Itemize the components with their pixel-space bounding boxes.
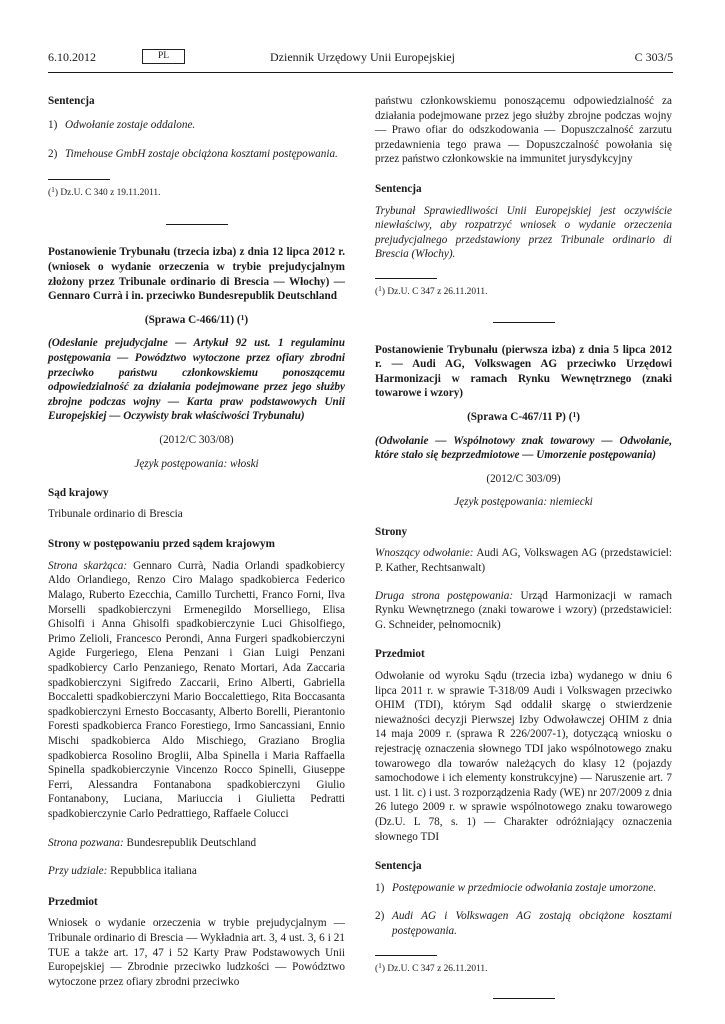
order-title: Postanowienie Trybunału (pierwsza izba) z dnia 5 lipca 2012 r. — Audi AG, Volkswagen AG przeciwko Urzędowi Harmonizacji w ramach Rynku Wewnętrznego (znaki towarowe i wzory) — [375, 343, 672, 400]
applicants-label: Strona skarżąca: — [48, 559, 128, 572]
applicants — [48, 559, 345, 822]
defendant-text: Bundesrepublik Deutschland — [123, 836, 257, 849]
ruling-text: Timehouse GmbH zostaje obciążona kosztami postępowania. — [65, 148, 338, 161]
ruling-item — [48, 147, 345, 162]
oj-reference: (2012/C 303/09) — [486, 472, 561, 485]
procedure-language: Język postępowania: niemiecki — [454, 496, 593, 509]
section-separator — [166, 224, 228, 225]
footnote-mark: 1 — [378, 283, 382, 293]
intervener-text: Repubblica italiana — [107, 865, 197, 878]
intervener — [48, 864, 345, 879]
left-column — [48, 90, 345, 989]
other-party — [375, 589, 672, 633]
procedure-language: Język postępowania: włoski — [134, 457, 259, 470]
language-badge: PL — [142, 49, 185, 64]
ruling-text: Audi AG i Volkswagen AG zostają obciążone kosztami postępowania. — [392, 910, 672, 937]
sentencja-heading: Sentencja — [375, 182, 422, 195]
case-number: (Sprawa C-467/11 P) ($^1$) — [467, 409, 580, 423]
ruling-number: 2) — [375, 910, 385, 923]
footnote-mark: 1 — [51, 184, 55, 194]
subject-text: Wniosek o wydanie orzeczenia w trybie prejudycjalnym — Tribunale ordinario di Brescia — Wykładnia art. 3, 4 ust. 3, 6 i 21 TUE a także art. 17, 47 i 52 Karty Praw Podstawowych Unii Europejskiej — Zbrodnie przeciwko ludzkości — Powództwo wytoczone przez ofiary zbrodni przeciwko — [48, 917, 345, 988]
applicants-text: Gennaro Currà, Nadia Orlandi spadkobiercy Aldo Orlandiego, Renzo Ciro Malago spadkobierca Federico Malago, Ruberto Ezecchia, Camillo Turchetti, Franco Forni, Ilva Morselli spadkobierczyni Ermenegildo Morselliego, Elisa Ghisolfi i Anna Ghisolfi spadkobierczynie Luci Ghisolfiego, Primo Zelioli, Francesco Perondi, Anna Furgeri spadkobierczyni Agide Furgeriego, Elena Penzani i Gian Luigi Penzani spadkobiercy Carlo Penzaniego, Renato Mortari, Ada Zaccaria spadkobierczyni Sigifredo Zaccarii, Erino Alberti, Gabriella Boccaletti spadkobierczyni Mario Boccalettiego, Rita Boccasanta spadkobierczyni Ernesto Boccasanty, Alberto Borelli, Pierantonio Foresti spadkobierca Franco Forestiego, Irmo Sancassiani, Ennio Mischi spadkobierca Aldo Mischiego, Graziano Broglia spadkobierca Rosolino Broglii, Alba Spinella i Maria Raffaella Spinella spadkobierczynie Vincenzo Rocco Spinelli, Giuseppe Ferri, Alessandra Fontanabona spadkobierczyni Giulio Fontanabony, Luciana, Mariuccia i Giulietta Pedratti spadkobierczynie Carlo Pedrattiego, Raffaele Colucci — [48, 559, 345, 820]
journal-title: Dziennik Urzędowy Unii Europejskiej — [270, 50, 455, 64]
parties-heading: Strony w postępowaniu przed sądem krajowym — [48, 538, 275, 551]
issue-date: 6.10.2012 — [48, 50, 96, 64]
footnote-mark: 1 — [378, 960, 382, 970]
footnote-text: Dz.U. C 347 z 26.11.2011. — [387, 286, 488, 297]
order-title: Postanowienie Trybunału (trzecia izba) z dnia 12 lipca 2012 r. (wniosek o wydanie orzeczenia w trybie prejudycjalnym złożony przez Tribunale ordinario di Brescia — Włochy) — Gennaro Currà i in. przeciwko Bundesrepublik Deutschland — [48, 246, 345, 303]
subject-text: Odwołanie od wyroku Sądu (trzecia izba) wydanego w dniu 6 lipca 2011 r. w sprawie T-318/09 Audi i Volkswagen przeciwko OHIM (TDI), którym Sąd oddalił skargę o stwierdzenie nieważności decyzji Pierwszej Izby Odwoławczej OHIM z dnia 14 maja 2009 r. (sprawa R 226/2007-1), dotyczącą wniosku o rejestrację oznaczenia słownego TDI jako wspólnotowego znaku towarowego dla towarów należących do klasy 12 (pojazdy samochodowe i ich elementy konstrukcyjne) — Naruszenie art. 7 ust. 1 lit. c) i ust. 3 rozporządzenia Rady (WE) nr 207/2009 z dnia 26 lutego 2009 r. w sprawie wspólnotowego znaku towarowego (Dz.U. L 78, s. 1) — Charakter odróżniający oznaczenia słownego TDI — [375, 670, 672, 843]
footnote-rule — [375, 278, 437, 279]
sentencja-heading: Sentencja — [375, 860, 422, 873]
other-party-text: Urząd Harmonizacji w ramach Rynku Wewnętrznego (znaki towarowe i wzory) (przedstawiciel: G. Schneider, pełnomocnik) — [375, 589, 672, 631]
section-separator — [493, 322, 555, 323]
court-name: Tribunale ordinario di Brescia — [48, 507, 183, 520]
ruling-number: 1) — [48, 118, 58, 131]
case-keywords: (Odesłanie prejudycjalne — Artykuł 92 ust. 1 regulaminu postępowania — Powództwo wytoczone przez ofiary zbrodni przeciwko państwu członkowskiemu ponoszącemu odpowiedzialność za działania podejmowane przez jego służby zbrojne podczas wojny — Karta praw podstawowych Unii Europejskiej — Oczywisty brak właściwości Trybunału) — [48, 337, 345, 423]
appellant-label: Wnoszący odwołanie: — [375, 547, 474, 560]
subject-heading: Przedmiot — [48, 895, 98, 908]
footnote-mark: 1 — [240, 312, 245, 322]
footnote-text: Dz.U. C 347 z 26.11.2011. — [387, 963, 488, 974]
sentencja-text: Trybunał Sprawiedliwości Unii Europejskiej jest oczywiście niewłaściwy, aby rozpatrzyć wniosek o wydanie orzeczenia prejudycjalnego przedstawiony przez Tribunale ordinario di Brescia (Włochy). — [375, 204, 672, 261]
parties-heading: Strony — [375, 525, 408, 538]
other-party-label: Druga strona postępowania: — [375, 589, 514, 602]
ruling-number: 1) — [375, 881, 385, 894]
ruling-item — [48, 118, 345, 133]
oj-reference: (2012/C 303/08) — [159, 433, 234, 446]
defendant-label: Strona pozwana: — [48, 836, 124, 849]
court-heading: Sąd krajowy — [48, 487, 109, 500]
ruling-number: 2) — [48, 148, 58, 161]
intervener-label: Przy udziale: — [48, 865, 108, 878]
footnote-rule — [375, 955, 437, 956]
subject-continuation: państwu członkowskiemu ponoszącemu odpowiedzialność za działania podejmowane przez jego służby zbrojne podczas wojny — Prawo ofiar do odszkodowania — Dopuszczalność zarzutu przedawnienia tego prawa — Dopuszczalność powołania się przez państwo członkowskie na immunitet jurysdykcyjny — [375, 95, 672, 166]
footnote: ($^1$) Dz.U. C 340 z 19.11.2011. — [48, 184, 161, 198]
footnote-rule — [48, 179, 110, 180]
case-number: (Sprawa C-466/11) ($^1$) — [144, 312, 249, 326]
case-keywords: (Odwołanie — Wspólnotowy znak towarowy — Odwołanie, które stało się bezprzedmiotowe — Umorzenie postępowania) — [375, 434, 672, 462]
right-column — [375, 90, 672, 999]
footnote-text: Dz.U. C 340 z 19.11.2011. — [60, 187, 161, 198]
section-separator — [493, 998, 555, 999]
ruling-item — [375, 881, 672, 896]
footnote: ($^1$) Dz.U. C 347 z 26.11.2011. — [375, 960, 488, 974]
ruling-item — [375, 909, 672, 938]
page-header — [48, 50, 673, 70]
subject-heading: Przedmiot — [375, 648, 425, 661]
ruling-text: Odwołanie zostaje oddalone. — [65, 118, 196, 131]
page-reference: C 303/5 — [634, 50, 673, 64]
header-rule — [48, 72, 673, 73]
sentencja-heading: Sentencja — [48, 95, 95, 107]
defendant — [48, 836, 345, 851]
footnote-mark: 1 — [572, 409, 577, 419]
footnote: ($^1$) Dz.U. C 347 z 26.11.2011. — [375, 283, 488, 297]
appellant-text: Audi AG, Volkswagen AG (przedstawiciel: P. Kather, Rechtsanwalt) — [375, 547, 673, 575]
appellant — [375, 546, 672, 575]
ruling-text: Postępowanie w przedmiocie odwołania zostaje umorzone. — [392, 881, 657, 894]
